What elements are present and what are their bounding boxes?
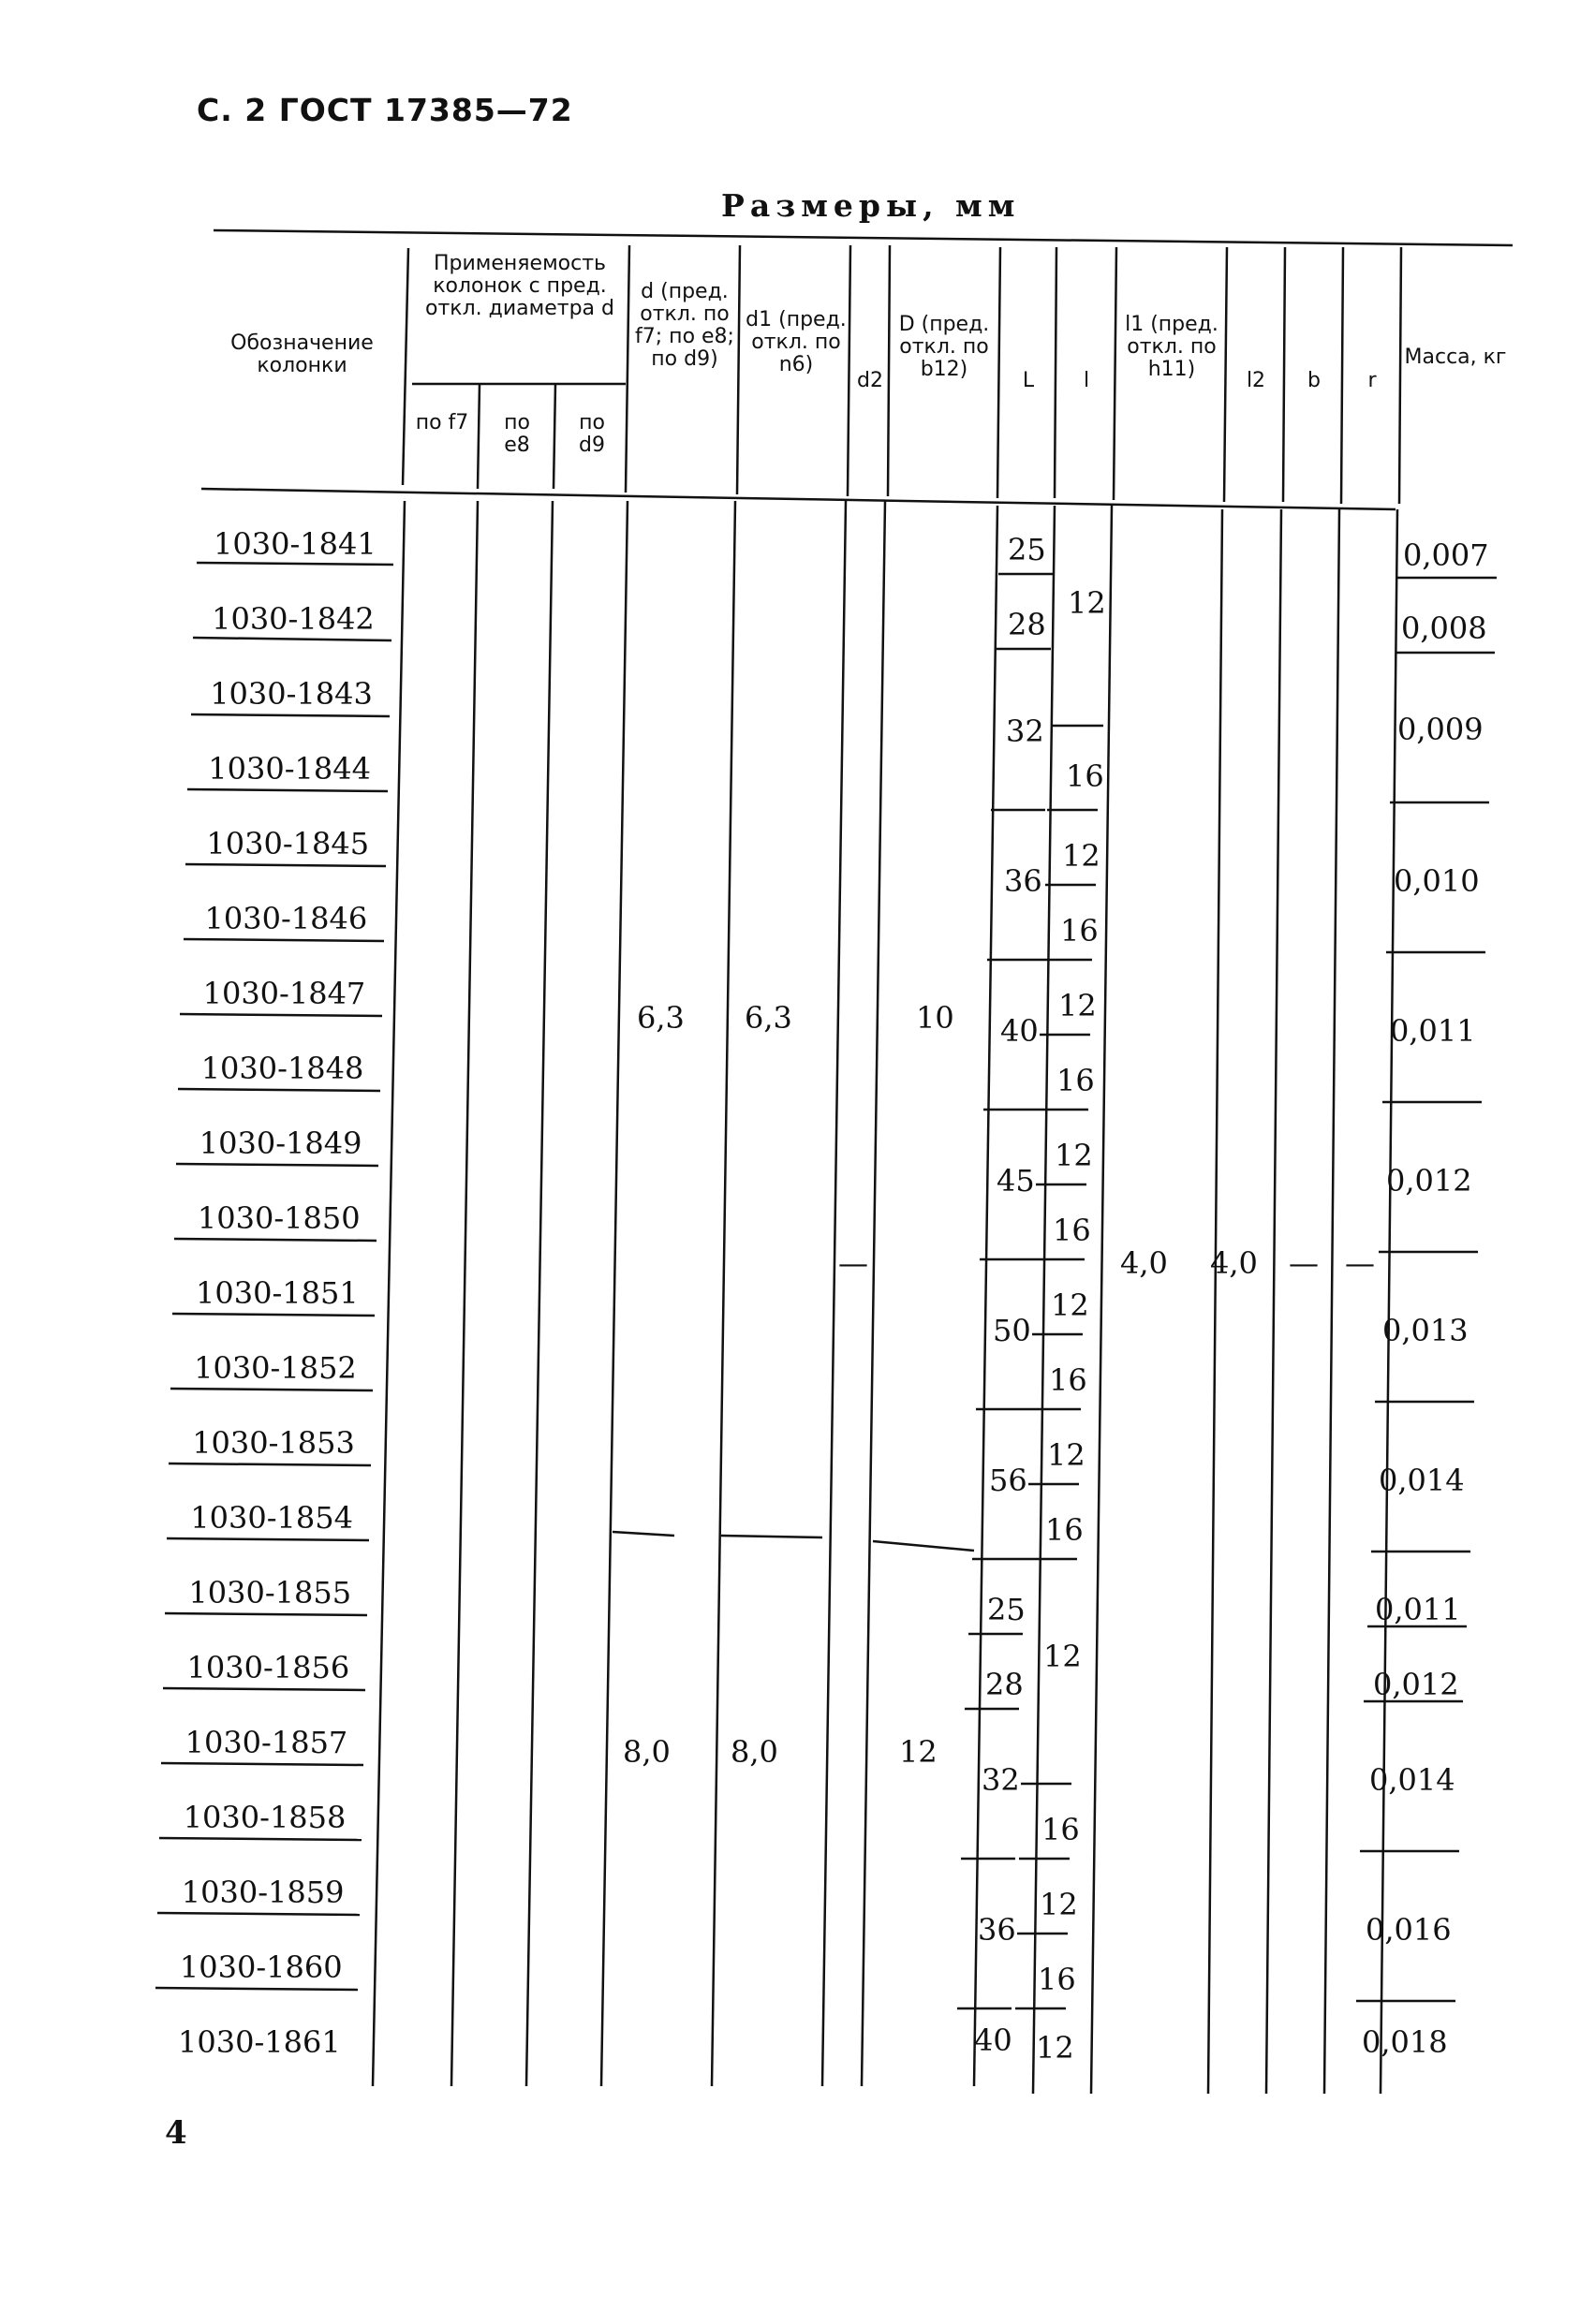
- designation-cell: 1030-1842: [212, 601, 375, 637]
- designation-cell: 1030-1847: [202, 976, 366, 1011]
- l-cell: 12: [1043, 1639, 1082, 1674]
- mass-cell: 0,014: [1369, 1762, 1455, 1798]
- l-cell: 16: [1056, 1063, 1095, 1098]
- mass-cell: 0,018: [1362, 2024, 1448, 2060]
- designation-cell: 1030-1859: [181, 1875, 345, 1910]
- L-cell: 45: [997, 1163, 1035, 1199]
- header-b: b: [1307, 369, 1321, 392]
- L-cell: 25: [1008, 532, 1046, 567]
- header-app-f7: по f7: [415, 411, 469, 434]
- designation-cell: 1030-1857: [185, 1725, 348, 1760]
- l-cell: 16: [1053, 1213, 1091, 1248]
- l1-value: 4,0: [1120, 1245, 1168, 1281]
- header-app-d9: по d9: [579, 411, 605, 457]
- L-cell: 28: [1008, 607, 1046, 642]
- designation-cell: 1030-1845: [206, 826, 370, 861]
- table-caption: Размеры, мм: [721, 187, 1021, 224]
- header-r: r: [1367, 369, 1377, 392]
- L-cell: 36: [1004, 863, 1042, 899]
- designation-cell: 1030-1841: [214, 526, 377, 562]
- header-d: d (пред. откл. по f7; по e8; по d9): [635, 280, 734, 371]
- mass-cell: 0,013: [1382, 1313, 1469, 1348]
- L-cell: 56: [989, 1463, 1027, 1498]
- designation-cell: 1030-1844: [208, 751, 371, 787]
- mass-cell: 0,012: [1373, 1667, 1459, 1702]
- designation-cell: 1030-1855: [188, 1575, 352, 1611]
- l-cell: 16: [1060, 913, 1099, 949]
- l-cell: 12: [1047, 1437, 1085, 1473]
- page-number: 4: [165, 2114, 187, 2152]
- designation-cell: 1030-1853: [192, 1425, 355, 1461]
- page-header: С. 2 ГОСТ 17385—72: [197, 92, 573, 128]
- mass-cell: 0,007: [1403, 537, 1489, 573]
- l-cell: 16: [1041, 1812, 1080, 1847]
- designation-cell: 1030-1851: [196, 1275, 359, 1311]
- l-cell: 16: [1066, 758, 1104, 794]
- header-L: L: [1022, 369, 1035, 392]
- header-D: D (пред. откл. по b12): [898, 313, 990, 381]
- L-cell: 28: [985, 1667, 1024, 1702]
- D-group2: 12: [899, 1734, 938, 1770]
- header-d1: d1 (пред. откл. по n6): [746, 308, 847, 376]
- designation-cell: 1030-1858: [183, 1800, 347, 1835]
- header-d2: d2: [857, 369, 883, 392]
- designation-cell: 1030-1848: [200, 1051, 364, 1086]
- header-designation: Обозначение колонки: [230, 331, 374, 377]
- mass-cell: 0,008: [1401, 610, 1487, 646]
- L-cell: 32: [982, 1762, 1020, 1798]
- designation-cell: 1030-1852: [194, 1350, 357, 1386]
- d1-group2: 8,0: [731, 1734, 778, 1770]
- l-cell: 12: [1058, 988, 1097, 1023]
- l-cell: 12: [1036, 2030, 1074, 2066]
- mass-cell: 0,011: [1375, 1592, 1461, 1627]
- r-value: —: [1345, 1245, 1375, 1281]
- D-group1: 10: [916, 1000, 954, 1036]
- header-l2: l2: [1246, 369, 1266, 392]
- designation-cell: 1030-1849: [199, 1125, 362, 1161]
- l-cell: 16: [1045, 1512, 1084, 1548]
- designation-cell: 1030-1860: [179, 1949, 343, 1985]
- l-cell: 12: [1051, 1287, 1089, 1323]
- l-cell: 16: [1038, 1962, 1076, 1997]
- header-l: l: [1083, 369, 1090, 392]
- l-cell: 12: [1055, 1138, 1093, 1173]
- designation-cell: 1030-1854: [190, 1500, 353, 1536]
- mass-cell: 0,012: [1386, 1163, 1472, 1199]
- L-cell: 50: [993, 1313, 1031, 1348]
- l2-value: 4,0: [1210, 1245, 1258, 1281]
- designation-cell: 1030-1843: [210, 676, 373, 712]
- L-cell: 40: [974, 2022, 1012, 2058]
- designation-cell: 1030-1846: [204, 901, 368, 936]
- d-group2: 8,0: [623, 1734, 671, 1770]
- l-cell: 12: [1062, 838, 1100, 874]
- b-value: —: [1289, 1245, 1319, 1281]
- designation-cell: 1030-1856: [186, 1650, 350, 1685]
- L-cell: 36: [978, 1912, 1016, 1948]
- d1-group1: 6,3: [745, 1000, 792, 1036]
- L-cell: 25: [987, 1592, 1026, 1627]
- d-group1: 6,3: [637, 1000, 685, 1036]
- header-l1: l1 (пред. откл. по h11): [1125, 313, 1218, 381]
- mass-cell: 0,014: [1379, 1463, 1465, 1498]
- L-cell: 40: [1000, 1013, 1039, 1049]
- header-applicability: Применяемость колонок с пред. откл. диаметра d: [425, 252, 614, 320]
- l-cell: 12: [1040, 1887, 1078, 1922]
- mass-cell: 0,016: [1366, 1912, 1452, 1948]
- designation-cell: 1030-1850: [197, 1200, 361, 1236]
- mass-cell: 0,010: [1394, 863, 1480, 899]
- header-app-e8: по e8: [504, 411, 530, 457]
- designation-cell: 1030-1861: [178, 2024, 341, 2060]
- header-mass: Масса, кг: [1404, 346, 1507, 369]
- L-cell: 32: [1006, 713, 1044, 749]
- mass-cell: 0,009: [1397, 712, 1484, 747]
- d2-value: —: [838, 1245, 868, 1281]
- l-cell: 12: [1068, 585, 1106, 621]
- mass-cell: 0,011: [1390, 1013, 1476, 1049]
- l-cell: 16: [1049, 1362, 1087, 1398]
